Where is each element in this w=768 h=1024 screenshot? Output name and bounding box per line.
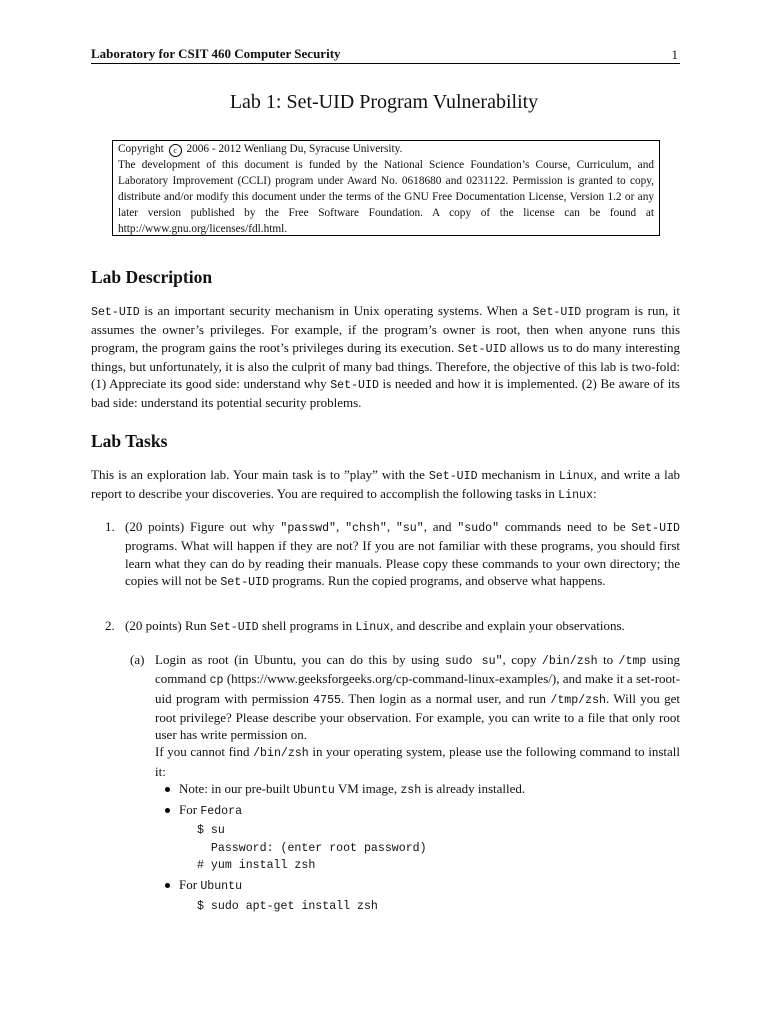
course-title: Laboratory for CSIT 460 Computer Security	[91, 46, 341, 61]
code-term: Set-UID	[631, 522, 680, 535]
text-run: , and	[423, 519, 458, 534]
code-term: "su"	[395, 522, 424, 535]
code-term: Set-UID	[91, 306, 140, 319]
task-number: 2.	[105, 618, 115, 633]
text-run: commands need to be	[499, 519, 632, 534]
text-run: For	[179, 877, 201, 892]
text-run: This is an exploration lab. Your main task is to ”play” with the	[91, 467, 429, 482]
text-run: . Will you get root privilege? Please describe your observation. For example, you can write to a file that only root user has write permission on.	[155, 690, 681, 743]
text-run: to	[597, 652, 619, 667]
text-run: :	[592, 486, 597, 502]
task-1	[105, 518, 680, 591]
text-run: Login as root (in Ubuntu, you can do this by using	[155, 652, 445, 667]
task-2	[105, 617, 680, 636]
text-run: programs. What will happen if they are not? If you are not familiar with these programs, you should first learn what they can do by reading their manuals. Please copy these commands to your own directory; the copies will not be	[125, 538, 680, 588]
code-term: /tmp/zsh	[550, 693, 607, 707]
code-term: "passwd"	[280, 522, 337, 535]
fedora-code-line: # yum install zsh	[197, 859, 316, 872]
text-run: mechanism in	[477, 467, 559, 482]
ubuntu-code-line: $ sudo apt-get install zsh	[197, 900, 378, 913]
copyright-symbol-icon: c	[169, 144, 182, 157]
bullet-text	[179, 801, 680, 820]
copyright-line	[118, 141, 654, 157]
text-run: VM image,	[334, 781, 401, 796]
bullet-fedora	[165, 801, 680, 820]
text-run: If you cannot find	[155, 744, 254, 760]
subitem-a-text	[155, 651, 680, 780]
copyright-body: The development of this document is funded by the National Science Foundation’s Course, Curriculum, and Laboratory Improvement (CCLI) program under Award No. 0618680 and 0231122. Permission is granted to copy, distribute and/or modify this document under the terms of the GNU Free Documentation License, Version 1.2 or any later version published by the Free Software Foundation. A copy of the license can be found at http://www.gnu.org/licenses/fdl.html.	[118, 159, 654, 235]
text-run: ,	[336, 519, 346, 534]
code-term: Linux	[558, 489, 593, 503]
code-term: Linux	[355, 621, 391, 634]
code-term: cp	[209, 674, 224, 688]
text-run: , and describe and explain your observations.	[390, 618, 625, 633]
text-run: programs. Run the copied programs, and observe what happens.	[269, 572, 606, 588]
code-term: Fedora	[200, 805, 243, 818]
code-term: /bin/zsh	[253, 747, 309, 761]
code-term: 4755	[313, 693, 341, 707]
text-run: Note: in our pre-built	[179, 781, 294, 796]
text-run: For	[179, 802, 201, 817]
bullet-dot-icon	[165, 883, 170, 888]
page-number: 1	[671, 47, 678, 62]
task-2-subitem-a	[130, 651, 680, 780]
copyright-box	[112, 140, 660, 236]
lab-tasks-intro	[91, 466, 680, 505]
bullet-text	[179, 876, 680, 895]
text-run: . Then login as a normal user, and run	[341, 690, 551, 706]
text-run: (20 points) Run	[125, 618, 210, 633]
code-term: Set-UID	[209, 621, 259, 634]
code-term: Set-UID	[220, 575, 270, 589]
lab-tasks-heading: Lab Tasks	[91, 431, 168, 451]
text-run: shell programs in	[258, 618, 356, 633]
copyright-label: Copyright	[118, 143, 164, 155]
lab-description-paragraph	[91, 302, 680, 412]
text-run: , and write a lab report to describe your discoveries. You are required to accomplish the following tasks in	[91, 467, 680, 502]
copyright-years-author: 2006 - 2012 Wenliang Du, Syracuse University.	[186, 143, 403, 155]
code-term: Ubuntu	[200, 880, 243, 893]
fedora-code-line: $ su	[197, 824, 225, 837]
bullet-note	[165, 780, 680, 799]
task-1-text	[125, 518, 680, 591]
text-run: is an important security mechanism in Unix operating systems. When a	[139, 303, 533, 318]
text-run: program is run, it assumes the owner’s privileges. For example, if the program’s owner is root, then when anyone runs this program, the program gains the root’s privileges during its execution.	[91, 303, 681, 355]
lab-description-heading: Lab Description	[91, 267, 213, 287]
code-term: Linux	[558, 470, 594, 483]
code-term: "chsh"	[345, 522, 387, 535]
code-term: /tmp	[618, 655, 647, 668]
text-run: (https://www.geeksforgeeks.org/cp-command-linux-examples/), and make it a set-root-uid program with permission	[155, 671, 680, 706]
document-title: Lab 1: Set-UID Program Vulnerability	[229, 91, 539, 113]
code-term: Set-UID	[330, 379, 379, 393]
code-term: "sudo"	[457, 522, 500, 535]
task-number: 1.	[105, 519, 115, 534]
code-term: /bin/zsh	[541, 655, 598, 668]
code-term: Set-UID	[457, 342, 507, 356]
text-run: is already installed.	[421, 781, 526, 796]
code-term: Set-UID	[428, 470, 478, 483]
running-header	[91, 43, 680, 64]
text-run: in your operating system, please use the following command to install it:	[155, 744, 680, 779]
code-term: zsh	[400, 784, 422, 797]
text-run: (20 points) Figure out why	[125, 519, 281, 534]
fedora-code-line: Password: (enter root password)	[197, 842, 427, 855]
text-run: allows us to do many interesting things, but unfortunately, it is also the culprit of many bad things. Therefore, the objective of this lab is two-fold: (1) Appreciate its good side: understand why	[91, 339, 680, 392]
bullet-ubuntu	[165, 876, 680, 895]
bullet-text	[179, 780, 680, 799]
text-run: , copy	[502, 652, 542, 667]
text-run: using command	[155, 652, 680, 687]
bullet-dot-icon	[165, 808, 170, 813]
text-run: is needed and how it is implemented. (2) Be aware of its bad side: understand its potential security problems.	[91, 376, 680, 411]
task-2-text	[125, 617, 680, 636]
code-term: Ubuntu	[293, 784, 335, 797]
code-term: sudo su"	[444, 655, 503, 668]
text-run: ,	[386, 519, 396, 534]
subitem-label: (a)	[130, 652, 145, 667]
bullet-dot-icon	[165, 787, 170, 792]
code-term: Set-UID	[532, 306, 582, 319]
